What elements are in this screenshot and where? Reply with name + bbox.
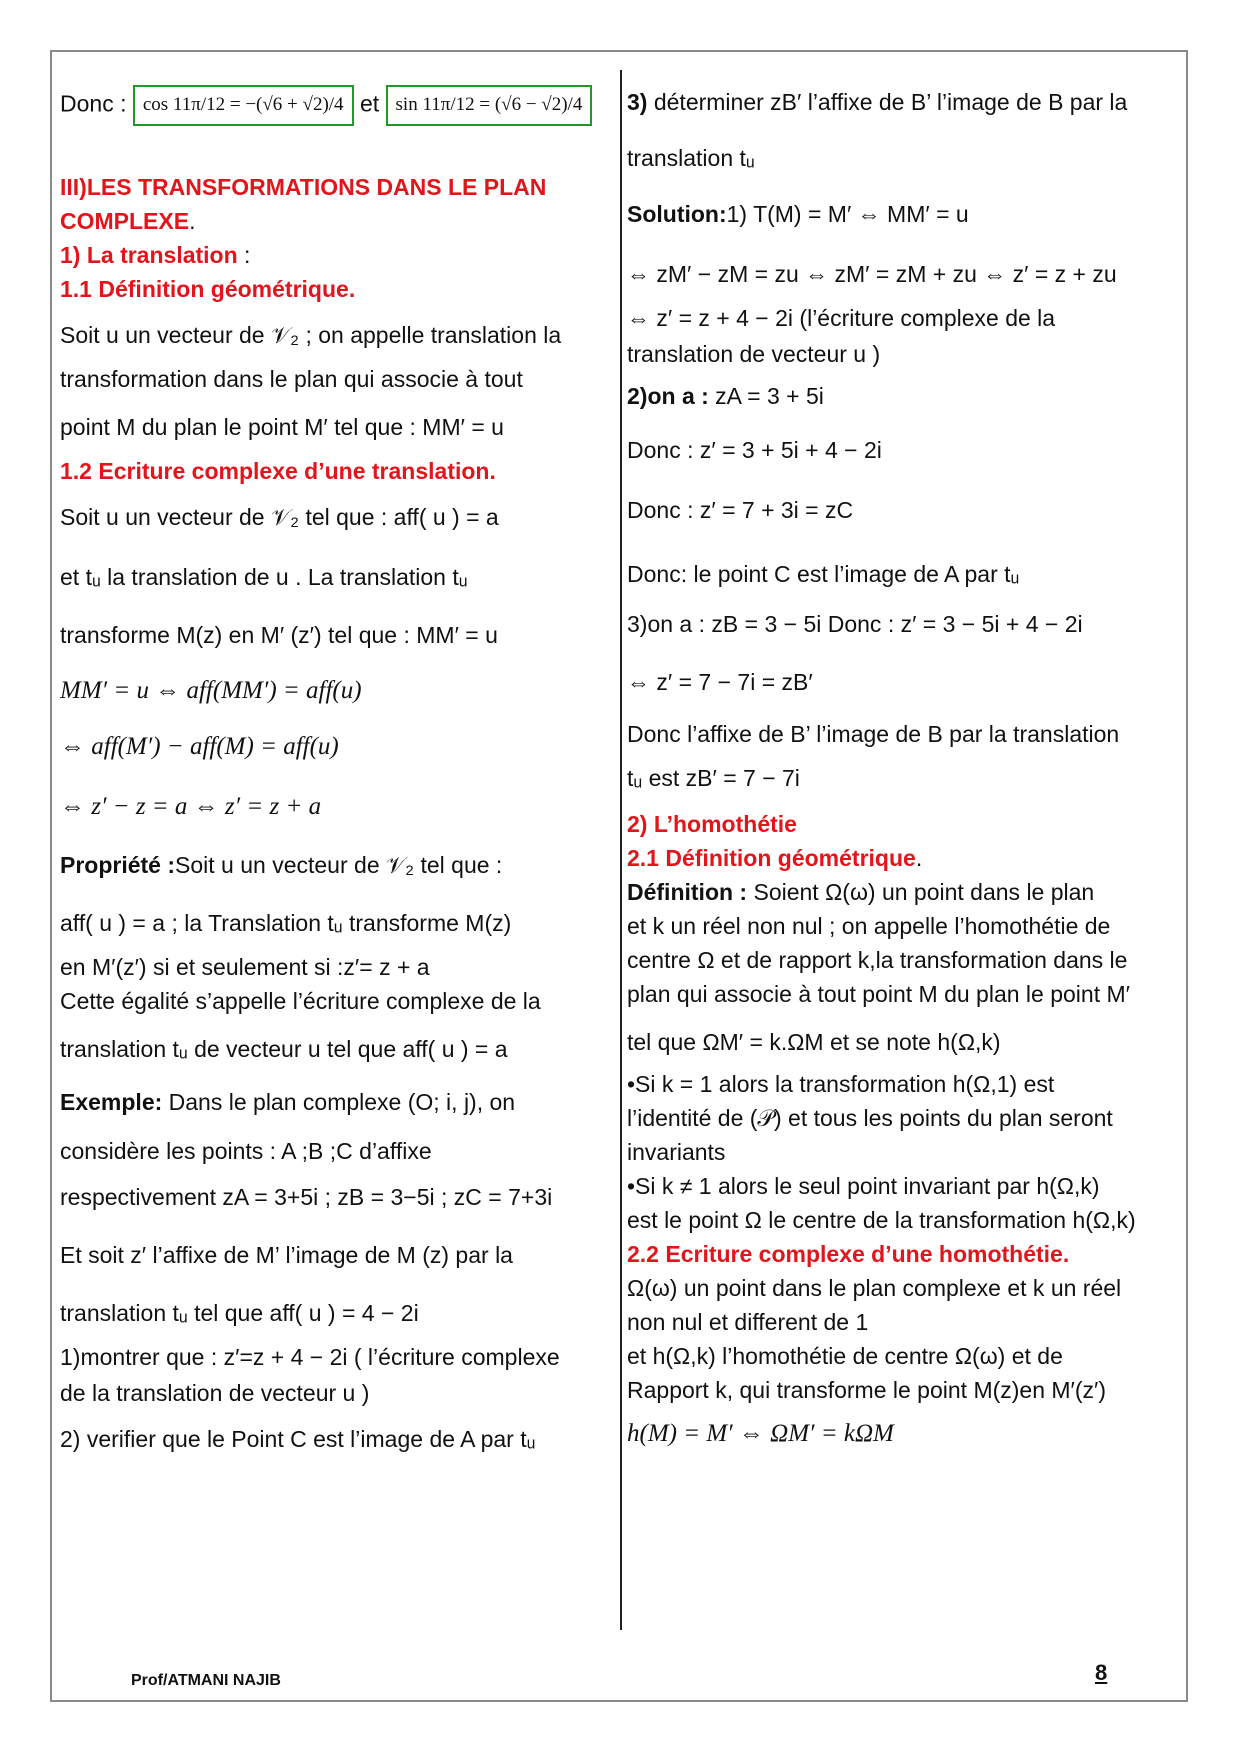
column-divider [620,70,622,1630]
property-line: en M′(z′) si et seulement si :z′= z + a [60,954,430,980]
example-line: Et soit z′ l’affixe de M’ l’image de M (z) par la [60,1242,513,1268]
heading-ecriture-complexe: 1.2 Ecriture complexe d’une translation. [60,458,496,484]
paragraph-line: point M du plan le point M′ tel que : MM′ = u [60,414,504,440]
bullet-line: invariants [627,1139,726,1165]
heading-homothetie-definition: 2.1 Définition géométrique. [627,845,923,871]
heading-translation: 1) La translation : [60,242,251,268]
question-3-line: translation tᵤ [627,145,755,171]
example-line: respectivement zA = 3+5i ; zB = 3−5i ; zC = 7+3i [60,1184,553,1210]
definition-line: plan qui associe à tout point M du plan le point M′ [627,981,1130,1007]
question-3: 3) déterminer zB′ l’affixe de B’ l’image de B par la [627,89,1128,115]
footer-author: Prof/ATMANI NAJIB [131,1672,281,1689]
example-line: considère les points : A ;B ;C d’affixe [60,1138,432,1164]
solution-line: ⇔ zM′ − zM = zu ⇔ zM′ = zM + zu ⇔ z′ = z + zu [627,261,1117,287]
equation: ⇔ aff(M′) − aff(M) = aff(u) [60,733,339,760]
solution-line: translation de vecteur u ) [627,341,881,367]
paragraph-line: Soit u un vecteur de 𝒱₂ ; on appelle translation la [60,322,562,348]
solution-line: Solution:1) T(M) = M′ ⇔ MM′ = u [627,201,969,227]
section-title: III)LES TRANSFORMATIONS DANS LE PLAN [60,174,547,200]
solution-line: Donc : z′ = 3 + 5i + 4 − 2i [627,437,882,463]
sin-result-box: sin 11π/12 = (√6 − √2)/4 [386,85,593,126]
bullet-line: •Si k = 1 alors la transformation h(Ω,1) est [627,1071,1055,1097]
solution-line: Donc l’affixe de B’ l’image de B par la translation [627,721,1120,747]
solution-line: tᵤ est zB′ = 7 − 7i [627,765,800,791]
solution-line: ⇔ z′ = 7 − 7i = zB′ [627,669,813,695]
bullet-line: l’identité de (𝒫) et tous les points du plan seront [627,1105,1113,1131]
section-title-2: COMPLEXE. [60,208,196,234]
example-line: de la translation de vecteur u ) [60,1380,370,1406]
paragraph-line: et tᵤ la translation de u . La translation tᵤ [60,564,468,590]
property-line: Propriété :Soit u un vecteur de 𝒱₂ tel que : [60,852,503,878]
paragraph-line: transforme M(z) en M′ (z′) tel que : MM′ = u [60,622,498,648]
solution-line: ⇔ z′ = z + 4 − 2i (l’écriture complexe de la [627,305,1056,331]
property-line: Cette égalité s’appelle l’écriture complexe de la [60,988,541,1014]
paragraph-line: et h(Ω,k) l’homothétie de centre Ω(ω) et de [627,1343,1063,1369]
equation: h(M) = M′ ⇔ ΩM′ = kΩM [627,1420,894,1447]
solution-line: Donc : z′ = 7 + 3i = zC [627,497,854,523]
paragraph-line: transformation dans le plan qui associe à tout [60,366,523,392]
solution-line: Donc: le point C est l’image de A par tᵤ [627,561,1020,587]
paragraph-line: Ω(ω) un point dans le plan complexe et k un réel [627,1275,1122,1301]
property-line: aff( u ) = a ; la Translation tᵤ transforme M(z) [60,910,512,936]
solution-line: 3)on a : zB = 3 − 5i Donc : z′ = 3 − 5i + 4 − 2i [627,611,1083,637]
example-line: 1)montrer que : z′=z + 4 − 2i ( l’écriture complexe [60,1344,560,1370]
paragraph-line: non nul et different de 1 [627,1309,869,1335]
donc-line: Donc : cos 11π/12 = −(√6 + √2)/4 et sin 11π/12 = (√6 − √2)/4 [60,85,592,126]
paragraph-line: Rapport k, qui transforme le point M(z)en M′(z′) [627,1377,1107,1403]
heading-homothetie-complexe: 2.2 Ecriture complexe d’une homothétie. [627,1241,1070,1267]
example-line: Exemple: Dans le plan complexe (O; i, j), on [60,1089,516,1115]
bullet-line: est le point Ω le centre de la transformation h(Ω,k) [627,1207,1136,1233]
heading-homothetie: 2) L’homothétie [627,811,797,837]
definition-line: et k un réel non nul ; on appelle l’homothétie de [627,913,1111,939]
property-line: translation tᵤ de vecteur u tel que aff( u ) = a [60,1036,508,1062]
definition-line: centre Ω et de rapport k,la transformation dans le [627,947,1128,973]
cos-result-box: cos 11π/12 = −(√6 + √2)/4 [133,85,354,126]
equation: ⇔ z′ − z = a ⇔ z′ = z + a [60,793,322,820]
heading-definition-geometrique: 1.1 Définition géométrique. [60,276,356,302]
example-line: 2) verifier que le Point C est l’image de A par tᵤ [60,1426,536,1452]
page-number: 8 [1095,1660,1108,1685]
paragraph-line: Soit u un vecteur de 𝒱₂ tel que : aff( u ) = a [60,504,499,530]
equation: MM′ = u ⇔ aff(MM′) = aff(u) [60,677,362,704]
solution-line: 2)on a : zA = 3 + 5i [627,383,824,409]
bullet-line: •Si k ≠ 1 alors le seul point invariant par h(Ω,k) [627,1173,1100,1199]
example-line: translation tᵤ tel que aff( u ) = 4 − 2i [60,1300,419,1326]
definition-line: tel que ΩM′ = k.ΩM et se note h(Ω,k) [627,1029,1001,1055]
definition-line: Définition : Soient Ω(ω) un point dans le plan [627,879,1095,905]
